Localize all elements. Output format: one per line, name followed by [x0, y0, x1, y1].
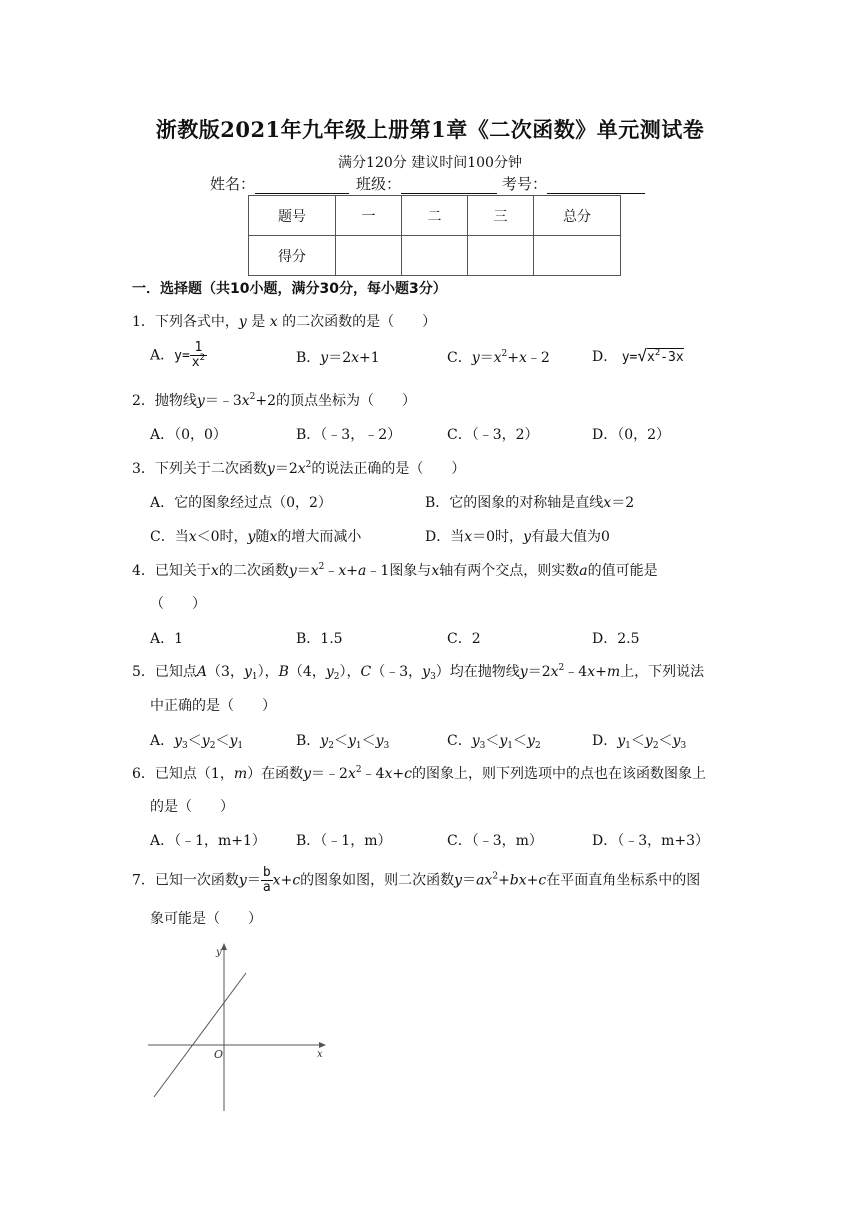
question-4-stem: 4．已知关于x的二次函数$y=x^2﹣x+a﹣1$图象与x轴有两个交点，则实数a的值可能是: [132, 562, 658, 579]
page-subtitle: 满分120分 建议时间100分钟: [338, 155, 522, 171]
name-blank: [255, 177, 349, 194]
question-3-option-d: D．当x＝0时，y有最大值为0: [425, 529, 610, 545]
question-5-option-c: C．$y_3<y_1<y_2$: [447, 733, 541, 751]
score-cell: [402, 236, 468, 276]
question-5-option-d: D．$y_1<y_2<y_3$: [592, 733, 687, 751]
score-header-cell: 三: [468, 196, 534, 236]
question-5-option-a: A．$y_3<y_2<y_1$: [150, 733, 244, 751]
class-label: 班级：: [356, 175, 402, 193]
question-3-option-b: B．它的图象的对称轴是直线x＝2: [425, 495, 635, 511]
question-6-option-b: B．（﹣1，m）: [296, 833, 392, 849]
question-6-stem-line-1: 6．已知点（1，m）在函数$y=﹣2x^2﹣4x+c$的图象上，则下列选项中的点也在该函数图象上: [132, 765, 706, 782]
number-blank: [547, 177, 645, 194]
class-blank: [401, 177, 497, 194]
class-field: [356, 173, 497, 194]
page-title: 浙教版2021年九年级上册第1章《二次函数》单元测试卷: [155, 117, 705, 142]
question-6-option-a: A．（﹣1，m+1）: [150, 833, 266, 849]
score-header-cell: 二: [402, 196, 468, 236]
section-heading: 一．选择题（共10小题，满分30分，每小题3分）: [132, 281, 447, 297]
question-1-option-b: B．y＝2x+1: [296, 350, 380, 366]
score-cell: [336, 236, 402, 276]
score-header-cell: 题号: [249, 196, 336, 236]
question-1-option-d: D． $y=√x^2-3x$: [592, 346, 684, 365]
question-5-stem-line-2: 中正确的是（ ）: [150, 698, 276, 714]
origin-label: O: [214, 1048, 224, 1061]
name-label: 姓名：: [210, 175, 256, 193]
question-3-stem: 3．下列关于二次函数$y=2x^2$的说法正确的是（ ）: [132, 460, 466, 477]
score-table: [248, 195, 621, 276]
x-axis-label: x: [317, 1049, 323, 1060]
question-2-option-a: A．（0，0）: [150, 427, 227, 443]
score-row-label: 得分: [249, 236, 336, 276]
linear-function-line: [154, 973, 246, 1097]
score-table-header-row: [249, 196, 621, 236]
number-label: 考号：: [502, 175, 548, 193]
question-1-option-a: A．y= $\frac{1}{x^2}$: [150, 340, 206, 370]
name-field: [210, 173, 349, 194]
linear-function-graph: [140, 935, 340, 1120]
question-2-option-c: C．（﹣3，2）: [447, 427, 539, 443]
y-axis-arrow: [221, 943, 227, 950]
number-field: [502, 173, 645, 194]
question-2-option-d: D．（0，2）: [592, 427, 671, 443]
question-3-option-c: C．当x＜0时，y随x的增大而减小: [150, 529, 362, 545]
score-header-cell: 总分: [534, 196, 621, 236]
score-table-score-row: [249, 236, 621, 276]
question-7-stem-line-2: 象可能是（ ）: [150, 911, 262, 927]
question-1-stem: 1．下列各式中，y 是 x 的二次函数的是（ ）: [132, 314, 437, 330]
score-cell: [534, 236, 621, 276]
y-axis-label: y: [216, 947, 222, 958]
question-6-stem-line-2: 的是（ ）: [150, 799, 234, 815]
score-header-cell: 一: [336, 196, 402, 236]
question-4-option-d: D．2.5: [592, 631, 640, 647]
question-7-stem-line-1: 7．已知一次函数y＝ $\frac{b}{a}$ x+c的图象如图，则二次函数$y=ax^2+bx+c$在平面直角坐标系中的图: [132, 865, 701, 895]
question-6-option-c: C．（﹣3，m）: [447, 833, 543, 849]
question-2-option-b: B．（﹣3，﹣2）: [296, 427, 402, 443]
question-3-option-a: A．它的图象经过点（0，2）: [150, 495, 332, 511]
question-1-option-c: C．$y=x^2+x﹣2$: [447, 349, 550, 366]
question-4-option-b: B．1.5: [296, 631, 343, 647]
question-6-option-d: D．（﹣3，m+3）: [592, 833, 710, 849]
question-5-stem-line-1: 5．已知点A（3，$y_1$），B（4，$y_2$），C（﹣3，$y_3$）均在抛物线$y=2x^2﹣4x+m$上，下列说法: [132, 663, 705, 682]
score-cell: [468, 236, 534, 276]
question-4-paren: （ ）: [150, 596, 206, 612]
question-4-option-a: A．1: [150, 631, 184, 647]
question-2-stem: 2．抛物线$y=﹣3x^2+2$的顶点坐标为（ ）: [132, 392, 417, 409]
question-4-option-c: C．2: [447, 631, 481, 647]
x-axis-arrow: [319, 1042, 326, 1048]
question-5-option-b: B．$y_2<y_1<y_3$: [296, 733, 390, 751]
